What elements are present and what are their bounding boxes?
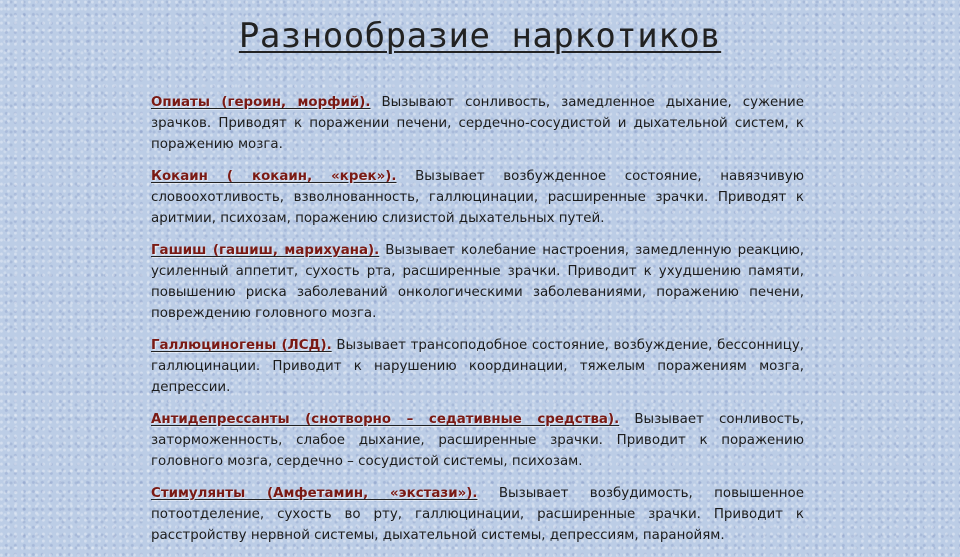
description-antidepressants: Вызывает сонливость, заторможенность, слабое дыхание, расширенные зрачки. Приводит к поражению головного мозга, сердечно – сосудистой системы, психозам. xyxy=(151,412,804,469)
paragraph-hashish xyxy=(151,240,804,324)
term-hashish: Гашиш (гашиш, марихуана). xyxy=(151,243,380,258)
paragraph-opiates xyxy=(151,92,804,155)
term-stimulants: Стимулянты (Амфетамин, «экстази»). xyxy=(151,486,478,501)
slide-title xyxy=(0,16,960,56)
paragraph-cocaine xyxy=(151,166,804,229)
paragraph-antidepressants xyxy=(151,409,804,472)
description-opiates: Вызывают сонливость, замедленное дыхание, сужение зрачков. Приводят к поражении печени, сердечно-сосудистой и дыхательной систем, к поражению мозга. xyxy=(151,95,804,152)
description-hashish: Вызывает колебание настроения, замедленную реакцию, усиленный аппетит, сухость рта, расширенные зрачки. Приводит к ухудшению памяти, повышению риска заболеваний онкологическими заболеваниями, поражению печени, повреждению головного мозга. xyxy=(151,243,804,321)
paragraph-stimulants xyxy=(151,483,804,546)
term-opiates: Опиаты (героин, морфий). xyxy=(151,95,371,110)
content-area xyxy=(151,92,804,557)
term-hallucinogens: Галлюциногены (ЛСД). xyxy=(151,338,332,353)
term-cocaine: Кокаин ( кокаин, «крек»). xyxy=(151,169,397,184)
description-stimulants: Вызывает возбудимость, повышенное потоотделение, сухость во рту, галлюцинации, расширенные зрачки. Приводит к расстройству нервной системы, дыхательной системы, депрессиям, паранойям. xyxy=(151,486,804,543)
paragraph-hallucinogens xyxy=(151,335,804,398)
term-antidepressants: Антидепрессанты (снотворно – седативные средства). xyxy=(151,412,620,427)
description-cocaine: Вызывает возбужденное состояние, навязчивую словоохотливость, взволнованность, галлюцинации, расширенные зрачки. Приводят к аритмии, психозам, поражению слизистой дыхательных путей. xyxy=(151,169,804,226)
description-hallucinogens: Вызывает трансоподобное состояние, возбуждение, бессонницу, галлюцинации. Приводит к нарушению координации, тяжелым поражениям мозга, депрессии. xyxy=(151,338,804,395)
slide-title-text: Разнообразие наркотиков xyxy=(238,16,722,56)
